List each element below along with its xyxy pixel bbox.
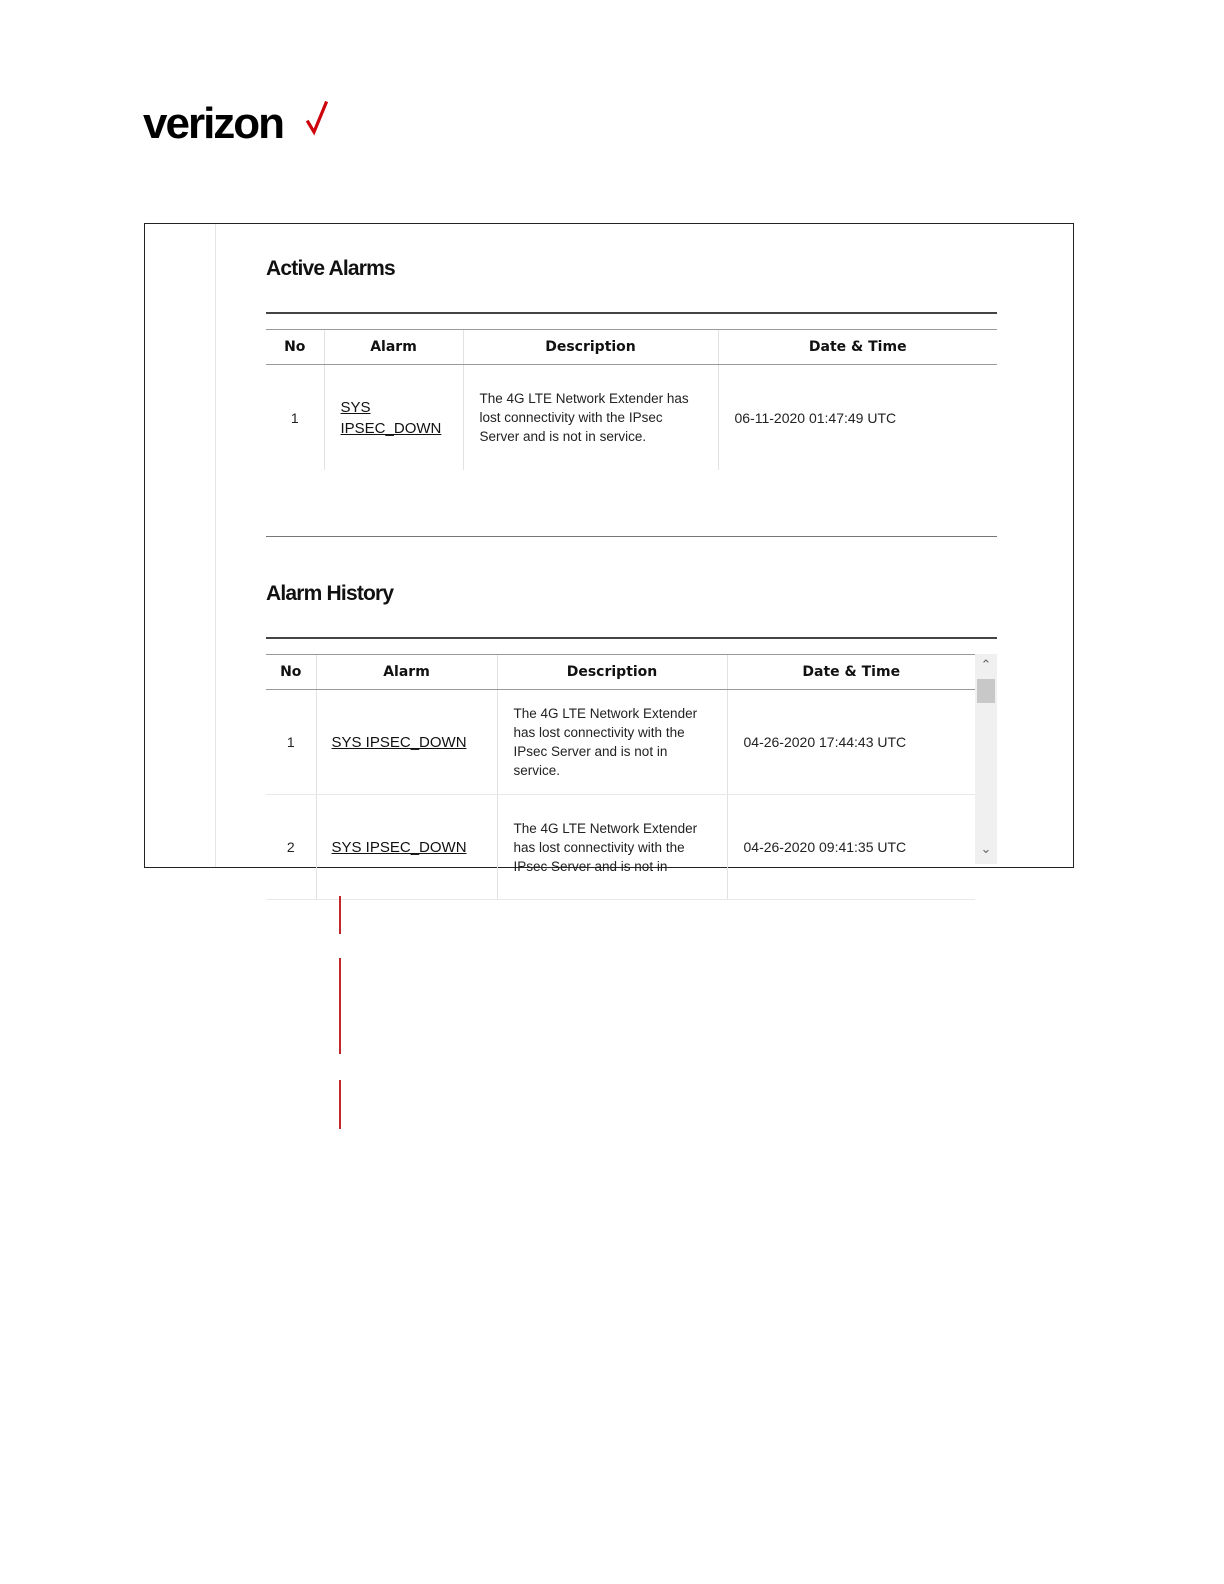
- margin-bar: [339, 1080, 341, 1129]
- table-row: [266, 690, 975, 795]
- logo-wordmark: verizon: [143, 99, 284, 148]
- column-header-alarm: Alarm: [324, 330, 463, 365]
- scrollbar[interactable]: [975, 654, 997, 864]
- chevron-up-icon[interactable]: ⌃: [980, 657, 992, 672]
- divider: [215, 224, 216, 867]
- active-alarms-table: [266, 329, 997, 470]
- alarm-description: The 4G LTE Network Extender has lost connectivity with the IPsec Server and is not in service.: [463, 365, 718, 471]
- alarm-link[interactable]: SYS IPSEC_DOWN: [340, 398, 442, 437]
- table-header-row: [266, 655, 975, 690]
- alarm-datetime: 06-11-2020 01:47:49 UTC: [718, 365, 997, 471]
- scrollbar-thumb[interactable]: [977, 679, 995, 703]
- alarm-datetime: 04-26-2020 17:44:43 UTC: [727, 690, 975, 795]
- column-header-no: No: [266, 330, 324, 365]
- divider: [266, 312, 997, 314]
- column-header-no: No: [266, 655, 316, 690]
- column-header-description: Description: [497, 655, 727, 690]
- alarm-number: 1: [266, 690, 316, 795]
- alarm-datetime: 04-26-2020 09:41:35 UTC: [727, 795, 975, 900]
- alarm-link[interactable]: SYS IPSEC_DOWN: [331, 838, 467, 856]
- column-header-alarm: Alarm: [316, 655, 497, 690]
- active-alarms-title: Active Alarms: [266, 257, 395, 280]
- column-header-datetime: Date & Time: [718, 330, 997, 365]
- alarm-number: 2: [266, 795, 316, 900]
- divider: [266, 637, 997, 639]
- alarm-link[interactable]: SYS IPSEC_DOWN: [331, 733, 467, 751]
- table-row: [266, 795, 975, 900]
- checkmark-icon: [305, 100, 329, 136]
- margin-bar: [339, 896, 341, 934]
- alarm-cell: [316, 795, 497, 900]
- screenshot-frame: [144, 223, 1074, 874]
- alarm-history-table: [266, 654, 975, 900]
- alarm-description: The 4G LTE Network Extender has lost connectivity with the IPsec Server and is not in: [497, 795, 727, 900]
- alarm-description: The 4G LTE Network Extender has lost connectivity with the IPsec Server and is not in service.: [497, 690, 727, 795]
- alarm-number: 1: [290, 409, 299, 426]
- chevron-down-icon[interactable]: ⌄: [980, 841, 992, 856]
- margin-bar: [339, 958, 341, 1054]
- column-header-datetime: Date & Time: [727, 655, 975, 690]
- column-header-description: Description: [463, 330, 718, 365]
- table-row: [266, 365, 997, 471]
- alarm-history-title: Alarm History: [266, 582, 394, 605]
- alarm-history-scroll-area[interactable]: [266, 654, 997, 874]
- alarm-cell: [316, 690, 497, 795]
- alarm-cell: [324, 365, 463, 471]
- table-header-row: [266, 330, 997, 365]
- divider: [266, 536, 997, 537]
